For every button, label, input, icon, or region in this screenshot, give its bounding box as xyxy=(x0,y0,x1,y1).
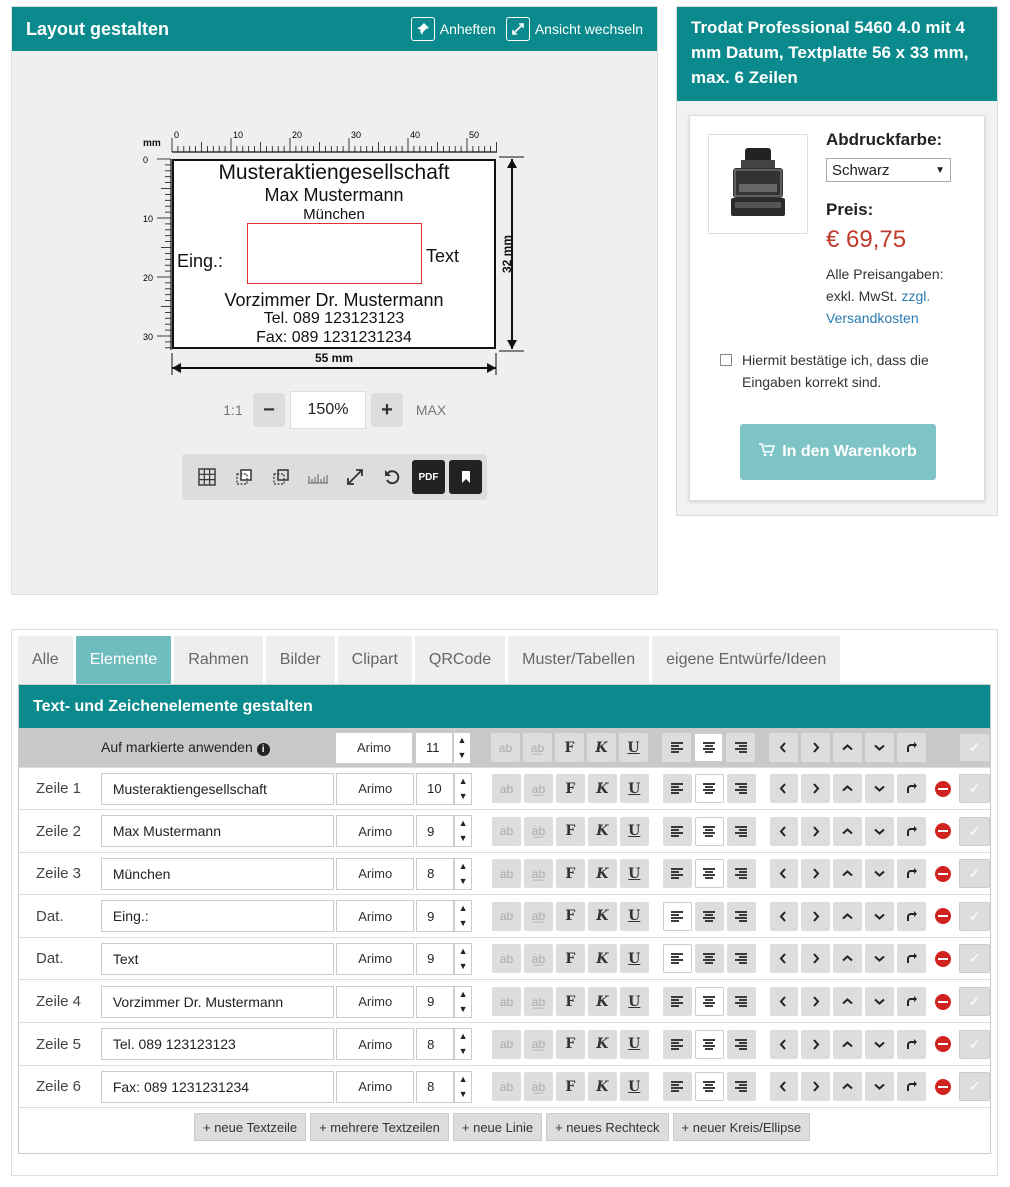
font-select[interactable]: Arimo xyxy=(335,732,413,764)
size-stepper[interactable] xyxy=(454,943,472,975)
underline-button[interactable]: U xyxy=(620,902,649,931)
move-left-icon[interactable] xyxy=(770,902,799,931)
move-down-icon[interactable] xyxy=(865,987,894,1016)
move-down-icon[interactable] xyxy=(865,817,894,846)
preview-toolbar xyxy=(182,454,487,500)
align-left-icon[interactable] xyxy=(663,859,692,888)
text-line-row xyxy=(19,1024,990,1066)
ruler-icon[interactable] xyxy=(301,460,334,494)
stepper-up-icon[interactable]: ▲ xyxy=(458,945,468,956)
add-to-cart-label: In den Warenkorb xyxy=(782,443,917,460)
remove-line-icon[interactable] xyxy=(935,1036,951,1052)
row-label: Dat. xyxy=(36,950,64,968)
stepper-down-icon[interactable]: ▼ xyxy=(458,875,468,886)
strike-format-button[interactable]: ab xyxy=(492,1030,521,1059)
tab-bilder[interactable]: Bilder xyxy=(266,636,335,684)
remove-line-icon[interactable] xyxy=(935,1079,951,1095)
size-stepper[interactable] xyxy=(454,815,472,847)
align-right-icon[interactable] xyxy=(727,859,756,888)
line-text-input[interactable]: München xyxy=(101,858,334,890)
check-icon[interactable]: ✓ xyxy=(959,944,990,973)
switch-view-label: Ansicht wechseln xyxy=(534,21,643,37)
price-value: € 69,75 xyxy=(826,226,907,253)
remove-line-icon[interactable] xyxy=(935,908,951,924)
align-left-icon[interactable] xyxy=(663,944,692,973)
move-up-icon[interactable] xyxy=(833,987,862,1016)
row-label: Zeile 1 xyxy=(36,780,82,797)
tab-qrcode[interactable]: QRCode xyxy=(415,636,505,684)
row-label: Dat. xyxy=(36,907,64,925)
remove-line-icon[interactable] xyxy=(935,823,951,839)
ruler-left-tick-label: 0 xyxy=(143,155,149,165)
align-center-icon[interactable] xyxy=(695,987,724,1016)
move-right-icon[interactable] xyxy=(801,944,830,973)
tab-rahmen[interactable]: Rahmen xyxy=(174,636,262,684)
color-select[interactable] xyxy=(826,158,951,182)
move-left-icon[interactable] xyxy=(770,987,799,1016)
rotate-icon[interactable] xyxy=(897,774,926,803)
width-dimension-label: 55 mm xyxy=(314,351,354,365)
cart-icon xyxy=(759,443,775,462)
move-up-icon[interactable] xyxy=(833,944,862,973)
align-left-icon[interactable] xyxy=(663,1030,692,1059)
check-icon[interactable]: ✓ xyxy=(959,987,990,1016)
underline-button[interactable]: U xyxy=(620,1072,649,1101)
switch-view-button[interactable] xyxy=(506,17,643,41)
price-note xyxy=(826,263,976,329)
price-note-text: Alle Preisangaben: exkl. MwSt. xyxy=(826,266,944,304)
strike-format-button[interactable]: ab xyxy=(492,944,521,973)
layout-panel-title: Layout gestalten xyxy=(26,18,170,39)
text-line-row xyxy=(19,768,990,810)
text-line-row xyxy=(19,853,990,895)
stepper-up-icon[interactable]: ▲ xyxy=(458,903,468,914)
preview-line-text[interactable]: Text xyxy=(426,246,460,266)
underline-spacing-button[interactable]: a͟b xyxy=(524,987,553,1016)
row-label: Zeile 3 xyxy=(36,865,82,883)
color-label: Abdruckfarbe: xyxy=(826,130,943,149)
align-left-icon[interactable] xyxy=(663,987,692,1016)
product-image xyxy=(708,134,808,234)
align-center-icon[interactable] xyxy=(695,817,724,846)
underline-button[interactable]: U xyxy=(620,817,649,846)
preview-line-eing[interactable]: Eing.: xyxy=(177,251,224,271)
line-text-input[interactable]: Max Mustermann xyxy=(101,815,334,847)
undo-icon[interactable] xyxy=(375,460,408,494)
size-stepper[interactable] xyxy=(454,1028,472,1060)
strike-format-button[interactable]: ab xyxy=(491,733,520,762)
rotate-icon[interactable] xyxy=(897,1072,926,1101)
font-size-input[interactable]: 8 xyxy=(416,1028,454,1060)
move-right-icon[interactable] xyxy=(801,1030,830,1059)
zoom-one-to-one[interactable]: 1:1 xyxy=(223,402,243,418)
bold-button[interactable]: F xyxy=(556,1072,585,1101)
pin-icon xyxy=(411,17,435,41)
zoom-in-button[interactable]: + xyxy=(371,393,403,427)
move-down-icon[interactable] xyxy=(865,859,894,888)
underline-spacing-button[interactable]: a͟b xyxy=(523,733,552,762)
apply-to-selected-label: Auf markierte anwenden i xyxy=(19,739,335,756)
move-down-icon[interactable] xyxy=(865,944,894,973)
bold-button[interactable]: F xyxy=(556,859,585,888)
confirm-label: Hiermit bestätige ich, dass die Eingaben korrekt sind. xyxy=(742,352,929,390)
product-title: Trodat Professional 5460 4.0 mit 4 mm Datum, Textplatte 56 x 33 mm, max. 6 Zeilen xyxy=(677,7,997,101)
font-size-input[interactable]: 9 xyxy=(416,986,454,1018)
align-center-icon[interactable] xyxy=(695,1030,724,1059)
move-up-icon[interactable] xyxy=(833,902,862,931)
check-icon[interactable]: ✓ xyxy=(959,902,990,931)
check-icon[interactable]: ✓ xyxy=(959,774,990,803)
font-select[interactable]: Arimo xyxy=(336,986,414,1018)
size-stepper[interactable] xyxy=(454,900,472,932)
stepper-up-icon[interactable]: ▲ xyxy=(458,775,468,786)
ruler-top-tick-label: 50 xyxy=(469,130,480,140)
date-field-box xyxy=(247,223,422,284)
move-down-icon[interactable] xyxy=(865,902,894,931)
move-right-icon[interactable] xyxy=(801,859,830,888)
send-back-icon[interactable] xyxy=(264,460,297,494)
rotate-icon[interactable] xyxy=(897,987,926,1016)
zoom-max[interactable]: MAX xyxy=(415,402,447,418)
align-right-icon[interactable] xyxy=(727,1072,756,1101)
move-up-icon[interactable] xyxy=(833,733,862,762)
product-panel xyxy=(676,6,998,516)
shipping-link[interactable]: zzgl. Versandkosten xyxy=(826,288,931,326)
zoom-controls xyxy=(213,391,459,429)
preview-line-4[interactable]: Vorzimmer Dr. Mustermann xyxy=(224,290,444,310)
editor-tabs xyxy=(18,636,840,684)
bookmark-icon[interactable] xyxy=(449,460,482,494)
ruler-left-tick-label: 10 xyxy=(143,214,154,224)
align-left-icon[interactable] xyxy=(663,774,692,803)
underline-button[interactable]: U xyxy=(620,859,649,888)
font-select[interactable]: Arimo xyxy=(336,815,414,847)
tab-eigene-entwuerfe[interactable]: eigene Entwürfe/Ideen xyxy=(652,636,840,684)
move-left-icon[interactable] xyxy=(769,733,798,762)
underline-button[interactable]: U xyxy=(620,987,649,1016)
align-left-icon[interactable] xyxy=(663,1072,692,1101)
bold-button[interactable]: F xyxy=(556,987,585,1016)
font-size-input[interactable]: 11 xyxy=(415,732,453,764)
stepper-down-icon[interactable]: ▼ xyxy=(458,1088,468,1099)
fullscreen-icon[interactable] xyxy=(338,460,371,494)
strike-format-button[interactable]: ab xyxy=(492,774,521,803)
preview-line-6[interactable]: Fax: 089 1231231234 xyxy=(256,329,412,346)
tab-alle[interactable]: Alle xyxy=(18,636,73,684)
move-left-icon[interactable] xyxy=(770,817,799,846)
align-right-icon[interactable] xyxy=(727,902,756,931)
stepper-up-icon[interactable]: ▲ xyxy=(458,1031,468,1042)
move-down-icon[interactable] xyxy=(865,733,894,762)
underline-button[interactable]: U xyxy=(620,944,649,973)
add-to-cart-button[interactable] xyxy=(740,424,936,480)
zoom-out-button[interactable]: − xyxy=(253,393,285,427)
font-select[interactable]: Arimo xyxy=(336,900,414,932)
ruler-top-tick-label: 20 xyxy=(292,130,303,140)
size-stepper[interactable] xyxy=(454,773,472,805)
preview-line-1[interactable]: Musteraktiengesellschaft xyxy=(218,161,450,184)
font-size-input[interactable]: 9 xyxy=(416,900,454,932)
expand-icon xyxy=(506,17,530,41)
underline-spacing-button[interactable]: a͟b xyxy=(524,859,553,888)
dropdown-arrow-icon: ▼ xyxy=(935,164,945,176)
color-select-value: Schwarz xyxy=(832,161,890,179)
ruler-top-tick-label: 40 xyxy=(410,130,421,140)
rotate-icon[interactable] xyxy=(897,902,926,931)
align-center-icon[interactable] xyxy=(695,1072,724,1101)
preview-line-3[interactable]: München xyxy=(303,206,365,223)
underline-button[interactable]: U xyxy=(620,1030,649,1059)
size-stepper[interactable] xyxy=(454,986,472,1018)
row-label: Zeile 6 xyxy=(36,1078,82,1096)
italic-button[interactable]: K xyxy=(588,987,617,1016)
price-label: Preis: xyxy=(826,200,874,219)
preview-line-2[interactable]: Max Mustermann xyxy=(264,185,404,205)
layout-panel-header xyxy=(12,7,657,51)
stepper-down-icon[interactable]: ▼ xyxy=(458,790,468,801)
add-ellipse-button[interactable]: + neuer Kreis/Ellipse xyxy=(673,1113,811,1141)
layout-panel xyxy=(11,6,658,595)
move-up-icon[interactable] xyxy=(833,817,862,846)
move-right-icon[interactable] xyxy=(801,987,830,1016)
stepper-up-icon[interactable]: ▲ xyxy=(458,988,468,999)
preview-line-5[interactable]: Tel. 089 123123123 xyxy=(263,310,405,327)
ruler-top-tick-label: 10 xyxy=(233,130,244,140)
move-up-icon[interactable] xyxy=(833,1072,862,1101)
stepper-up-icon[interactable]: ▲ xyxy=(458,818,468,829)
move-up-icon[interactable] xyxy=(833,1030,862,1059)
line-text-input[interactable]: Musteraktiengesellschaft xyxy=(101,773,334,805)
align-left-icon[interactable] xyxy=(662,733,691,762)
pdf-button[interactable]: PDF xyxy=(412,460,445,494)
align-center-icon[interactable] xyxy=(695,944,724,973)
align-right-icon[interactable] xyxy=(727,1030,756,1059)
font-select[interactable]: Arimo xyxy=(336,943,414,975)
move-left-icon[interactable] xyxy=(770,1030,799,1059)
info-icon: i xyxy=(257,743,270,756)
line-text-input[interactable]: Eing.: xyxy=(101,900,334,932)
underline-button[interactable]: U xyxy=(620,774,649,803)
strike-format-button[interactable]: ab xyxy=(492,1072,521,1101)
zoom-value: 150% xyxy=(290,391,366,429)
font-select[interactable]: Arimo xyxy=(336,773,414,805)
bold-button[interactable]: F xyxy=(556,817,585,846)
font-size-input[interactable]: 9 xyxy=(416,943,454,975)
rotate-icon[interactable] xyxy=(897,1030,926,1059)
size-stepper[interactable] xyxy=(453,732,471,764)
row-label: Zeile 5 xyxy=(36,1035,82,1053)
move-right-icon[interactable] xyxy=(801,902,830,931)
add-multiple-lines-button[interactable]: + mehrere Textzeilen xyxy=(310,1113,449,1141)
font-select[interactable]: Arimo xyxy=(336,1028,414,1060)
underline-spacing-button[interactable]: a͟b xyxy=(524,1072,553,1101)
move-left-icon[interactable] xyxy=(770,774,799,803)
italic-button[interactable]: K xyxy=(587,733,616,762)
bold-button[interactable]: F xyxy=(556,1030,585,1059)
check-icon[interactable]: ✓ xyxy=(959,733,990,762)
rotate-icon[interactable] xyxy=(897,817,926,846)
remove-line-icon[interactable] xyxy=(935,951,951,967)
add-rectangle-button[interactable]: + neues Rechteck xyxy=(546,1113,668,1141)
add-line-button[interactable]: + neue Linie xyxy=(453,1113,542,1141)
remove-line-icon[interactable] xyxy=(935,994,951,1010)
bring-front-icon[interactable] xyxy=(227,460,260,494)
move-left-icon[interactable] xyxy=(770,944,799,973)
align-right-icon[interactable] xyxy=(727,774,756,803)
tab-elemente[interactable]: Elemente xyxy=(76,636,172,684)
stepper-down-icon[interactable]: ▼ xyxy=(457,749,467,760)
check-icon[interactable]: ✓ xyxy=(959,1030,990,1059)
row-label: Zeile 2 xyxy=(36,822,82,840)
ruler-top-tick-label: 0 xyxy=(174,130,180,140)
grid-icon[interactable] xyxy=(190,460,223,494)
align-left-icon[interactable] xyxy=(663,817,692,846)
move-down-icon[interactable] xyxy=(865,1072,894,1101)
font-size-input[interactable]: 10 xyxy=(416,773,454,805)
font-select[interactable]: Arimo xyxy=(336,1071,414,1103)
remove-line-icon[interactable] xyxy=(935,781,951,797)
ruler-unit-label: mm xyxy=(143,138,161,149)
align-right-icon[interactable] xyxy=(727,944,756,973)
rotate-icon[interactable] xyxy=(897,944,926,973)
check-icon[interactable]: ✓ xyxy=(959,817,990,846)
add-buttons xyxy=(194,1113,810,1141)
font-size-input[interactable]: 9 xyxy=(416,815,454,847)
underline-spacing-button[interactable]: a͟b xyxy=(524,902,553,931)
move-down-icon[interactable] xyxy=(865,774,894,803)
stepper-down-icon[interactable]: ▼ xyxy=(458,833,468,844)
font-select[interactable]: Arimo xyxy=(336,858,414,890)
line-text-input[interactable]: Text xyxy=(101,943,334,975)
stamp-preview[interactable] xyxy=(172,159,496,349)
check-icon[interactable]: ✓ xyxy=(959,1072,990,1101)
line-text-input[interactable]: Fax: 089 1231231234 xyxy=(101,1071,334,1103)
add-text-line-button[interactable]: + neue Textzeile xyxy=(194,1113,306,1141)
underline-spacing-button[interactable]: a͟b xyxy=(524,774,553,803)
strike-format-button[interactable]: ab xyxy=(492,987,521,1016)
tab-clipart[interactable]: Clipart xyxy=(338,636,412,684)
move-right-icon[interactable] xyxy=(801,733,830,762)
bold-button[interactable]: F xyxy=(556,902,585,931)
italic-button[interactable]: K xyxy=(588,1072,617,1101)
font-size-input[interactable]: 8 xyxy=(416,858,454,890)
move-right-icon[interactable] xyxy=(801,774,830,803)
italic-button[interactable]: K xyxy=(588,1030,617,1059)
stepper-up-icon[interactable]: ▲ xyxy=(458,1073,468,1084)
align-right-icon[interactable] xyxy=(727,987,756,1016)
editor-panel xyxy=(11,629,998,1176)
move-left-icon[interactable] xyxy=(770,1072,799,1101)
tab-muster-tabellen[interactable]: Muster/Tabellen xyxy=(508,636,649,684)
text-line-row xyxy=(19,1066,990,1108)
size-stepper[interactable] xyxy=(454,1071,472,1103)
apply-to-selected-row xyxy=(19,728,990,768)
italic-button[interactable]: K xyxy=(588,817,617,846)
line-text-input[interactable]: Vorzimmer Dr. Mustermann xyxy=(101,986,334,1018)
stepper-down-icon[interactable]: ▼ xyxy=(458,1003,468,1014)
text-elements-section xyxy=(18,684,991,1154)
confirm-checkbox[interactable] xyxy=(720,354,732,366)
align-right-icon[interactable] xyxy=(727,817,756,846)
stepper-down-icon[interactable]: ▼ xyxy=(458,918,468,929)
strike-format-button[interactable]: ab xyxy=(492,859,521,888)
move-up-icon[interactable] xyxy=(833,859,862,888)
size-stepper[interactable] xyxy=(454,858,472,890)
pin-label: Anheften xyxy=(439,21,496,37)
remove-line-icon[interactable] xyxy=(935,866,951,882)
confirm-row xyxy=(720,349,970,393)
italic-button[interactable]: K xyxy=(588,944,617,973)
text-line-row xyxy=(19,811,990,853)
preview-stage xyxy=(12,51,659,596)
text-line-row xyxy=(19,981,990,1023)
rotate-icon[interactable] xyxy=(897,733,926,762)
check-icon[interactable]: ✓ xyxy=(959,859,990,888)
move-left-icon[interactable] xyxy=(770,859,799,888)
align-left-icon[interactable] xyxy=(663,902,692,931)
section-title: Text- und Zeichenelemente gestalten xyxy=(19,685,990,728)
stepper-down-icon[interactable]: ▼ xyxy=(458,1046,468,1057)
underline-button[interactable]: U xyxy=(619,733,648,762)
move-up-icon[interactable] xyxy=(833,774,862,803)
rotate-icon[interactable] xyxy=(897,859,926,888)
ruler-left-tick-label: 30 xyxy=(143,332,154,342)
align-center-icon[interactable] xyxy=(695,774,724,803)
font-size-input[interactable]: 8 xyxy=(416,1071,454,1103)
product-card xyxy=(689,115,985,501)
italic-button[interactable]: K xyxy=(588,902,617,931)
height-dimension-label: 32 mm xyxy=(500,234,514,274)
align-center-icon[interactable] xyxy=(694,733,723,762)
move-down-icon[interactable] xyxy=(865,1030,894,1059)
line-text-input[interactable]: Tel. 089 123123123 xyxy=(101,1028,334,1060)
ruler-top-tick-label: 30 xyxy=(351,130,362,140)
stepper-up-icon[interactable]: ▲ xyxy=(458,860,468,871)
stepper-down-icon[interactable]: ▼ xyxy=(458,960,468,971)
bold-button[interactable]: F xyxy=(556,774,585,803)
pin-button[interactable] xyxy=(411,17,496,41)
stepper-up-icon[interactable]: ▲ xyxy=(457,734,467,745)
strike-format-button[interactable]: ab xyxy=(492,902,521,931)
move-right-icon[interactable] xyxy=(801,817,830,846)
align-right-icon[interactable] xyxy=(726,733,755,762)
text-line-row xyxy=(19,896,990,938)
underline-spacing-button[interactable]: a͟b xyxy=(524,944,553,973)
align-center-icon[interactable] xyxy=(695,859,724,888)
align-center-icon[interactable] xyxy=(695,902,724,931)
text-line-row xyxy=(19,938,990,980)
row-label: Zeile 4 xyxy=(36,993,82,1010)
bold-button[interactable]: F xyxy=(555,733,584,762)
italic-button[interactable]: K xyxy=(588,859,617,888)
strike-format-button[interactable]: ab xyxy=(492,817,521,846)
italic-button[interactable]: K xyxy=(588,774,617,803)
move-right-icon[interactable] xyxy=(801,1072,830,1101)
ruler-left-tick-label: 20 xyxy=(143,273,154,283)
underline-spacing-button[interactable]: a͟b xyxy=(524,817,553,846)
underline-spacing-button[interactable]: a͟b xyxy=(524,1030,553,1059)
bold-button[interactable]: F xyxy=(556,944,585,973)
